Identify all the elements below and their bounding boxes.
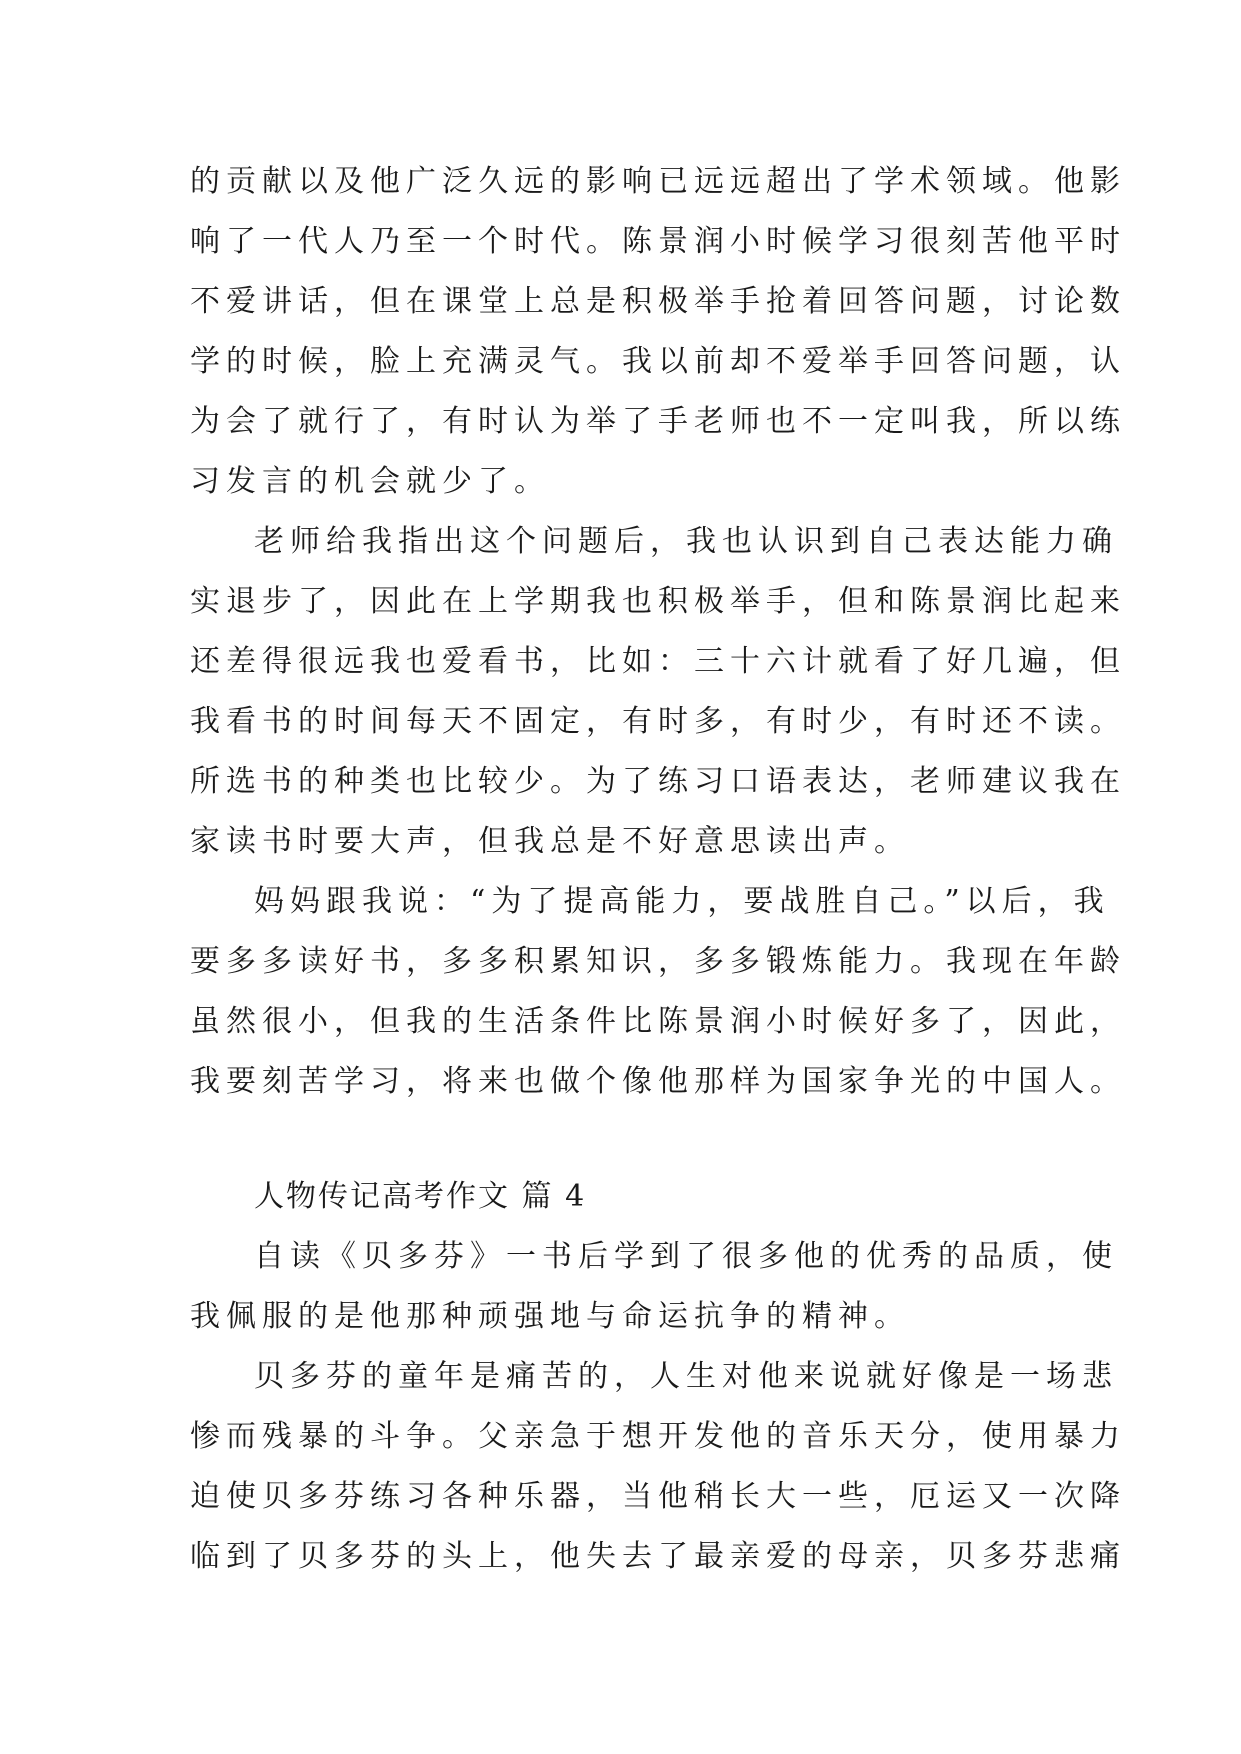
text-line: 学的时候，脸上充满灵气。我以前却不爱举手回答问题，认	[190, 344, 1126, 379]
section-heading: 人物传记高考作文 篇 4	[254, 1179, 587, 1214]
text-line: 我看书的时间每天不固定，有时多，有时少，有时还不读。	[190, 704, 1126, 739]
text-line: 我要刻苦学习，将来也做个像他那样为国家争光的中国人。	[190, 1064, 1126, 1099]
text-line: 习发言的机会就少了。	[190, 464, 550, 499]
text-line: 不爱讲话，但在课堂上总是积极举手抢着回答问题，讨论数	[190, 284, 1126, 319]
text-line: 家读书时要大声，但我总是不好意思读出声。	[190, 824, 910, 859]
text-line: 惨而残暴的斗争。父亲急于想开发他的音乐天分，使用暴力	[190, 1419, 1126, 1454]
text-line: 的贡献以及他广泛久远的影响已远远超出了学术领域。他影	[190, 164, 1126, 199]
text-line: 为会了就行了，有时认为举了手老师也不一定叫我，所以练	[190, 404, 1126, 439]
text-line: 所选书的种类也比较少。为了练习口语表达，老师建议我在	[190, 764, 1126, 799]
paragraph-start-line: 老师给我指出这个问题后，我也认识到自己表达能力确	[254, 524, 1118, 559]
text-line: 虽然很小，但我的生活条件比陈景润小时候好多了，因此，	[190, 1004, 1126, 1039]
text-line: 要多多读好书，多多积累知识，多多锻炼能力。我现在年龄	[190, 944, 1126, 979]
paragraph-start-line: 自读《贝多芬》一书后学到了很多他的优秀的品质，使	[254, 1239, 1118, 1274]
paragraph-start-line: 妈妈跟我说：“为了提高能力，要战胜自己。”以后，我	[254, 884, 1110, 919]
text-line: 迫使贝多芬练习各种乐器，当他稍长大一些，厄运又一次降	[190, 1479, 1126, 1514]
text-line: 临到了贝多芬的头上，他失去了最亲爱的母亲，贝多芬悲痛	[190, 1539, 1126, 1574]
text-line: 还差得很远我也爱看书，比如：三十六计就看了好几遍，但	[190, 644, 1126, 679]
paragraph-start-line: 贝多芬的童年是痛苦的，人生对他来说就好像是一场悲	[254, 1359, 1118, 1394]
text-line: 响了一代人乃至一个时代。陈景润小时候学习很刻苦他平时	[190, 224, 1126, 259]
text-line: 我佩服的是他那种顽强地与命运抗争的精神。	[190, 1299, 910, 1334]
text-line: 实退步了，因此在上学期我也积极举手，但和陈景润比起来	[190, 584, 1126, 619]
